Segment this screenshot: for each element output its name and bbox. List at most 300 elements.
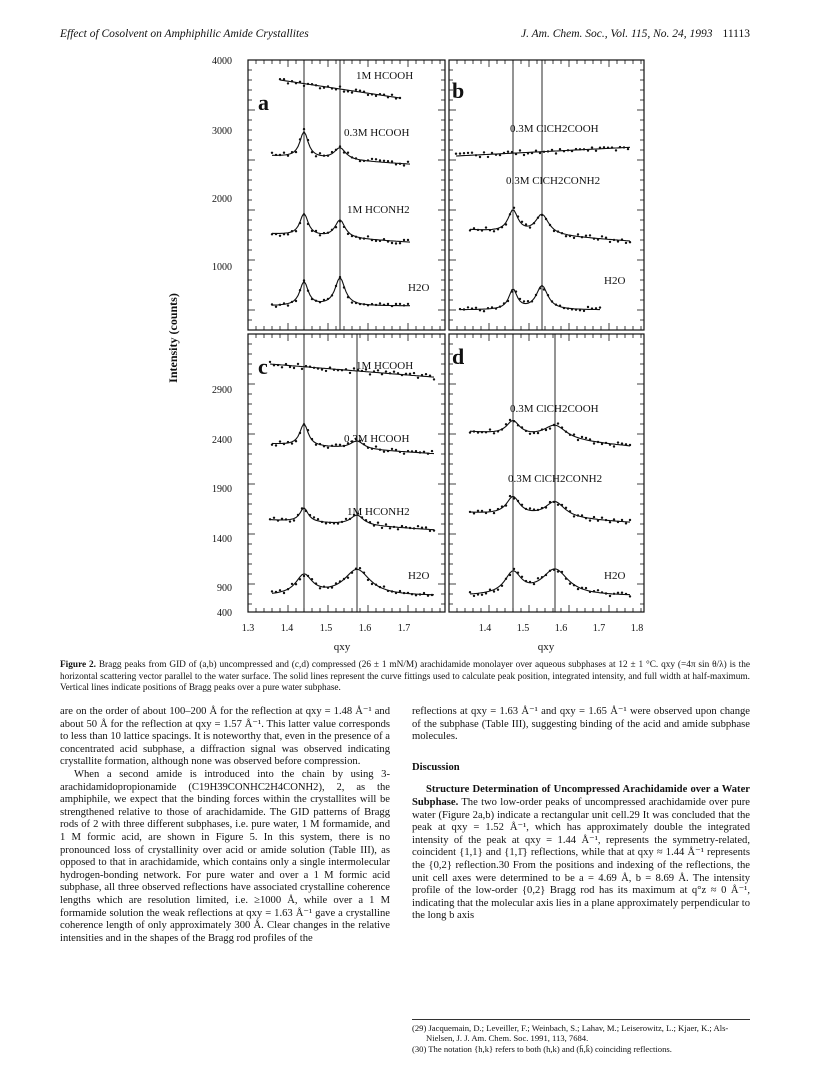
data-point-a xyxy=(351,91,353,93)
data-point-d xyxy=(489,589,491,591)
data-point-a xyxy=(319,234,321,236)
data-point-a xyxy=(359,160,361,162)
data-point-b xyxy=(605,237,607,239)
data-point-a xyxy=(303,85,305,87)
data-point-b xyxy=(577,233,579,235)
data-point-b xyxy=(497,228,499,230)
data-point-a xyxy=(383,238,385,240)
data-point-b xyxy=(513,207,515,209)
data-point-a xyxy=(347,296,349,298)
data-point-a xyxy=(299,81,301,83)
top-ytick-2: 2000 xyxy=(212,194,232,205)
data-point-a xyxy=(407,161,409,163)
data-point-a xyxy=(351,156,353,158)
label-b-2: 0.3M ClCH2CONH2 xyxy=(506,175,601,187)
data-point-b xyxy=(575,309,577,311)
data-point-a xyxy=(399,97,401,99)
data-point-b xyxy=(523,154,525,156)
data-point-d xyxy=(481,594,483,596)
top-ytick-0: 4000 xyxy=(212,56,232,67)
data-point-c xyxy=(271,444,273,446)
data-point-d xyxy=(557,422,559,424)
data-point-b xyxy=(483,151,485,153)
data-point-a xyxy=(307,139,309,141)
data-point-b xyxy=(507,300,509,302)
data-point-a xyxy=(323,299,325,301)
data-point-a xyxy=(315,230,317,232)
data-point-c xyxy=(331,445,333,447)
data-point-c xyxy=(393,526,395,528)
data-point-c xyxy=(287,441,289,443)
data-point-b xyxy=(627,148,629,150)
data-point-d xyxy=(501,505,503,507)
data-point-c xyxy=(427,595,429,597)
label-d-2: 0.3M ClCH2CONH2 xyxy=(508,473,603,485)
data-point-a xyxy=(375,240,377,242)
data-point-c xyxy=(293,519,295,521)
data-point-c xyxy=(315,582,317,584)
data-point-a xyxy=(363,237,365,239)
data-point-b xyxy=(499,154,501,156)
data-point-c xyxy=(421,527,423,529)
label-c-4: H2O xyxy=(408,570,430,582)
running-title: Effect of Cosolvent on Amphiphilic Amide Crystallites xyxy=(60,28,309,40)
data-point-c xyxy=(391,448,393,450)
data-point-b xyxy=(499,306,501,308)
data-point-d xyxy=(617,521,619,523)
data-point-c xyxy=(317,518,319,520)
data-point-b xyxy=(545,218,547,220)
data-point-b xyxy=(551,300,553,302)
top-ytick-3: 1000 xyxy=(212,262,232,273)
data-point-c xyxy=(409,373,411,375)
data-point-a xyxy=(359,90,361,92)
data-point-d xyxy=(597,520,599,522)
data-point-a xyxy=(323,155,325,157)
data-point-d xyxy=(549,501,551,503)
data-point-d xyxy=(581,436,583,438)
data-point-b xyxy=(475,307,477,309)
data-point-c xyxy=(363,572,365,574)
data-point-a xyxy=(383,304,385,306)
data-point-d xyxy=(565,507,567,509)
data-point-b xyxy=(611,146,613,148)
data-point-a xyxy=(379,93,381,95)
data-point-d xyxy=(545,506,547,508)
data-point-c xyxy=(389,372,391,374)
panel-letter-d: d xyxy=(452,344,465,369)
data-point-d xyxy=(589,591,591,593)
data-point-c xyxy=(421,374,423,376)
data-point-c xyxy=(401,525,403,527)
data-point-b xyxy=(585,235,587,237)
data-point-c xyxy=(283,592,285,594)
left-xtick-0: 1.3 xyxy=(241,623,255,634)
data-point-d xyxy=(493,432,495,434)
data-point-a xyxy=(323,87,325,89)
data-point-b xyxy=(563,150,565,152)
data-point-d xyxy=(513,568,515,570)
data-point-b xyxy=(459,152,461,154)
data-point-c xyxy=(369,373,371,375)
data-point-b xyxy=(559,148,561,150)
data-point-b xyxy=(579,148,581,150)
data-point-c xyxy=(275,591,277,593)
data-point-b xyxy=(491,152,493,154)
data-point-c xyxy=(301,507,303,509)
data-point-d xyxy=(485,431,487,433)
data-point-c xyxy=(397,528,399,530)
data-point-d xyxy=(613,518,615,520)
right-xtick-0: 1.4 xyxy=(478,623,492,634)
data-point-c xyxy=(333,369,335,371)
data-point-d xyxy=(589,438,591,440)
data-point-c xyxy=(329,366,331,368)
data-point-c xyxy=(395,449,397,451)
data-point-b xyxy=(503,152,505,154)
data-point-b xyxy=(615,149,617,151)
data-point-a xyxy=(403,239,405,241)
data-point-b xyxy=(463,152,465,154)
data-point-d xyxy=(553,569,555,571)
data-point-c xyxy=(385,523,387,525)
label-a-2: 0.3M HCOOH xyxy=(344,127,410,139)
data-point-b xyxy=(479,309,481,311)
data-point-b xyxy=(613,239,615,241)
data-point-a xyxy=(291,151,293,153)
data-point-d xyxy=(481,431,483,433)
data-point-c xyxy=(307,575,309,577)
data-point-c xyxy=(343,578,345,580)
data-point-c xyxy=(429,375,431,377)
data-point-c xyxy=(409,527,411,529)
data-point-b xyxy=(483,310,485,312)
data-point-d xyxy=(477,431,479,433)
data-point-b xyxy=(609,241,611,243)
data-point-a xyxy=(279,78,281,80)
data-point-c xyxy=(369,521,371,523)
data-point-a xyxy=(391,94,393,96)
data-point-c xyxy=(417,377,419,379)
data-point-d xyxy=(617,592,619,594)
data-point-a xyxy=(387,96,389,98)
data-point-d xyxy=(541,428,543,430)
data-point-d xyxy=(613,445,615,447)
data-point-d xyxy=(489,428,491,430)
data-point-d xyxy=(585,587,587,589)
data-point-a xyxy=(399,303,401,305)
data-point-d xyxy=(525,430,527,432)
data-point-a xyxy=(315,84,317,86)
data-point-d xyxy=(609,595,611,597)
data-point-a xyxy=(291,301,293,303)
data-point-c xyxy=(403,453,405,455)
data-point-d xyxy=(577,514,579,516)
data-point-b xyxy=(629,241,631,243)
data-point-b xyxy=(563,307,565,309)
data-point-a xyxy=(291,230,293,232)
data-point-c xyxy=(405,526,407,528)
data-point-b xyxy=(587,149,589,151)
y-axis-label: Intensity (counts) xyxy=(166,293,180,383)
data-point-b xyxy=(455,153,457,155)
data-point-d xyxy=(605,592,607,594)
data-point-a xyxy=(331,294,333,296)
data-point-b xyxy=(589,234,591,236)
data-point-c xyxy=(415,594,417,596)
data-point-d xyxy=(533,583,535,585)
panel-letter-c: c xyxy=(258,354,268,379)
data-point-c xyxy=(383,451,385,453)
data-point-d xyxy=(581,514,583,516)
data-point-d xyxy=(613,593,615,595)
data-point-b xyxy=(557,230,559,232)
data-point-b xyxy=(621,238,623,240)
data-point-c xyxy=(407,450,409,452)
data-point-b xyxy=(583,310,585,312)
data-point-c xyxy=(331,586,333,588)
x-axis-label-left: qxy xyxy=(333,641,351,653)
data-point-c xyxy=(281,518,283,520)
data-point-d xyxy=(577,439,579,441)
data-point-b xyxy=(459,308,461,310)
panel-frames xyxy=(248,60,644,612)
data-point-a xyxy=(355,89,357,91)
data-point-d xyxy=(501,428,503,430)
data-point-c xyxy=(353,367,355,369)
label-a-4: H2O xyxy=(408,282,430,294)
data-point-c xyxy=(407,592,409,594)
footnote-29: (29) Jacquemain, D.; Leveiller, F.; Weinbach, S.; Lahav, M.; Leiserowitz, L.; Kjaer, K.; Als-Nielsen, J. J. Am. Chem. Soc. 1991, 113, 7684. xyxy=(412,1023,729,1044)
data-point-a xyxy=(367,304,369,306)
data-point-a xyxy=(371,158,373,160)
data-point-b xyxy=(547,294,549,296)
data-point-c xyxy=(297,363,299,365)
data-point-b xyxy=(531,300,533,302)
data-point-d xyxy=(497,589,499,591)
data-point-d xyxy=(569,510,571,512)
data-point-a xyxy=(311,83,313,85)
data-point-a xyxy=(379,302,381,304)
data-point-c xyxy=(433,529,435,531)
data-point-d xyxy=(549,427,551,429)
paragraph-right-1: reflections at qxy = 1.63 Å⁻¹ and qxy = 1.65 Å⁻¹ were observed upon change of the subphase (Table III), suggesting binding of the acid and amide subphase molecules. xyxy=(412,706,750,743)
data-point-d xyxy=(605,519,607,521)
data-point-a xyxy=(335,226,337,228)
data-point-c xyxy=(329,522,331,524)
journal-citation xyxy=(521,28,750,40)
data-point-c xyxy=(367,447,369,449)
data-point-c xyxy=(295,583,297,585)
data-point-d xyxy=(577,588,579,590)
subsection-heading: Structure Determination of Uncompressed Arachidamide over a Water Subphase. xyxy=(412,784,750,808)
data-point-a xyxy=(407,303,409,305)
data-point-d xyxy=(493,590,495,592)
data-point-a xyxy=(351,235,353,237)
data-point-d xyxy=(625,593,627,595)
data-point-b xyxy=(599,306,601,308)
running-header xyxy=(60,28,750,44)
data-point-c xyxy=(295,440,297,442)
data-point-a xyxy=(331,229,333,231)
label-d-1: 0.3M ClCH2COOH xyxy=(510,403,599,415)
data-point-a xyxy=(343,226,345,228)
paragraph-right-2 xyxy=(412,784,750,923)
data-point-a xyxy=(295,82,297,84)
data-point-b xyxy=(567,149,569,151)
data-point-b xyxy=(591,307,593,309)
data-point-b xyxy=(501,226,503,228)
data-point-a xyxy=(363,303,365,305)
data-point-c xyxy=(341,369,343,371)
data-point-b xyxy=(587,306,589,308)
data-point-d xyxy=(617,441,619,443)
bottom-ytick-1: 2400 xyxy=(212,435,232,446)
data-point-a xyxy=(387,240,389,242)
data-point-c xyxy=(365,519,367,521)
data-point-c xyxy=(285,518,287,520)
data-point-d xyxy=(529,507,531,509)
data-point-d xyxy=(569,583,571,585)
data-point-b xyxy=(531,152,533,154)
data-point-d xyxy=(525,508,527,510)
data-point-c xyxy=(323,586,325,588)
data-point-b xyxy=(485,226,487,228)
data-point-b xyxy=(477,229,479,231)
data-point-a xyxy=(287,82,289,84)
data-point-b xyxy=(583,148,585,150)
label-a-3: 1M HCONH2 xyxy=(347,204,410,216)
data-point-b xyxy=(535,150,537,152)
data-point-a xyxy=(303,279,305,281)
paragraph-left-2: When a second amide is introduced into the chain by using 3-arachidamidopropionamide (C19H39CONHC2H4CONH2), 2, as the amphiphile, we expect that the binding forces within the crystallites will be strengthened relative to those of arachidamide. The GID patterns of Bragg rods of 2 with three different subphases, i.e. pure water, 1 M formamide, and 1 M formic acid, are shown in Figure 5. In this system, there is no pronounced loss of crystallinity over acid or amide solution (Table III), as opposed to that in arachidamide, which contains only a single intermolecular hydrogen-bonding network. For pure water and over a 1 M formic acid subphase, all three observed reflections have associated crystalline coherence lengths which are resolution limited, i.e. ≥1000 Å, while over a 1 M formamide solution the weak reflections at qxy = 1.63 Å⁻¹ gave a crystalline coherence length of only approximately 300 Å. Clear changes in the relative intensities and in the shapes of the Bragg rod profiles of the xyxy=(60,768,390,944)
data-point-c xyxy=(285,363,287,365)
right-xtick-4: 1.8 xyxy=(630,623,644,634)
data-point-a xyxy=(315,300,317,302)
data-point-a xyxy=(335,285,337,287)
data-point-d xyxy=(517,500,519,502)
data-point-c xyxy=(431,594,433,596)
data-point-a xyxy=(295,300,297,302)
data-point-d xyxy=(601,517,603,519)
data-point-c xyxy=(377,522,379,524)
data-point-c xyxy=(323,445,325,447)
data-point-a xyxy=(299,222,301,224)
data-point-d xyxy=(605,442,607,444)
data-point-a xyxy=(347,152,349,154)
data-point-b xyxy=(579,309,581,311)
left-xtick-4: 1.7 xyxy=(397,623,411,634)
data-point-c xyxy=(379,449,381,451)
data-point-b xyxy=(487,307,489,309)
data-point-c xyxy=(373,524,375,526)
data-point-b xyxy=(543,151,545,153)
data-point-b xyxy=(519,149,521,151)
data-point-a xyxy=(299,138,301,140)
data-point-b xyxy=(561,232,563,234)
data-point-d xyxy=(549,570,551,572)
label-a-1: 1M HCOOH xyxy=(356,70,414,82)
data-point-c xyxy=(297,514,299,516)
data-point-c xyxy=(413,372,415,374)
data-point-b xyxy=(463,308,465,310)
data-point-d xyxy=(601,591,603,593)
data-point-b xyxy=(593,238,595,240)
data-point-c xyxy=(397,372,399,374)
data-point-d xyxy=(565,431,567,433)
data-point-c xyxy=(325,522,327,524)
data-point-b xyxy=(599,147,601,149)
data-point-a xyxy=(355,236,357,238)
data-point-c xyxy=(339,580,341,582)
label-c-3: 1M HCONH2 xyxy=(347,506,410,518)
data-point-b xyxy=(471,152,473,154)
data-point-d xyxy=(537,577,539,579)
data-point-a xyxy=(403,164,405,166)
tick-marks xyxy=(248,60,644,612)
data-point-d xyxy=(509,574,511,576)
data-point-a xyxy=(319,152,321,154)
data-point-d xyxy=(469,591,471,593)
data-point-a xyxy=(295,151,297,153)
data-point-d xyxy=(541,507,543,509)
data-point-b xyxy=(607,147,609,149)
data-point-c xyxy=(321,521,323,523)
data-point-d xyxy=(537,509,539,511)
data-point-b xyxy=(625,242,627,244)
data-point-b xyxy=(493,230,495,232)
data-point-d xyxy=(621,592,623,594)
data-point-a xyxy=(347,233,349,235)
data-point-d xyxy=(609,521,611,523)
data-point-b xyxy=(535,294,537,296)
data-point-a xyxy=(283,233,285,235)
data-point-c xyxy=(299,578,301,580)
data-point-b xyxy=(507,151,509,153)
data-point-b xyxy=(547,150,549,152)
data-point-a xyxy=(383,160,385,162)
data-point-c xyxy=(319,443,321,445)
data-point-a xyxy=(327,85,329,87)
figure-2 xyxy=(160,48,660,658)
data-point-d xyxy=(497,508,499,510)
data-point-d xyxy=(525,580,527,582)
data-point-a xyxy=(311,151,313,153)
data-point-a xyxy=(355,302,357,304)
data-point-c xyxy=(345,368,347,370)
data-point-d xyxy=(517,572,519,574)
data-point-d xyxy=(621,442,623,444)
data-point-a xyxy=(299,289,301,291)
data-point-c xyxy=(273,364,275,366)
data-point-a xyxy=(359,303,361,305)
data-point-b xyxy=(623,146,625,148)
data-point-a xyxy=(355,157,357,159)
data-point-a xyxy=(279,154,281,156)
data-point-b xyxy=(491,306,493,308)
data-point-d xyxy=(473,512,475,514)
data-point-d xyxy=(561,504,563,506)
data-point-b xyxy=(515,290,517,292)
bottom-ytick-4: 900 xyxy=(217,583,232,594)
data-point-d xyxy=(597,589,599,591)
data-point-c xyxy=(415,450,417,452)
data-point-a xyxy=(375,304,377,306)
panel-letter-a: a xyxy=(258,90,269,115)
data-point-d xyxy=(557,504,559,506)
data-point-a xyxy=(271,233,273,235)
data-point-b xyxy=(475,154,477,156)
